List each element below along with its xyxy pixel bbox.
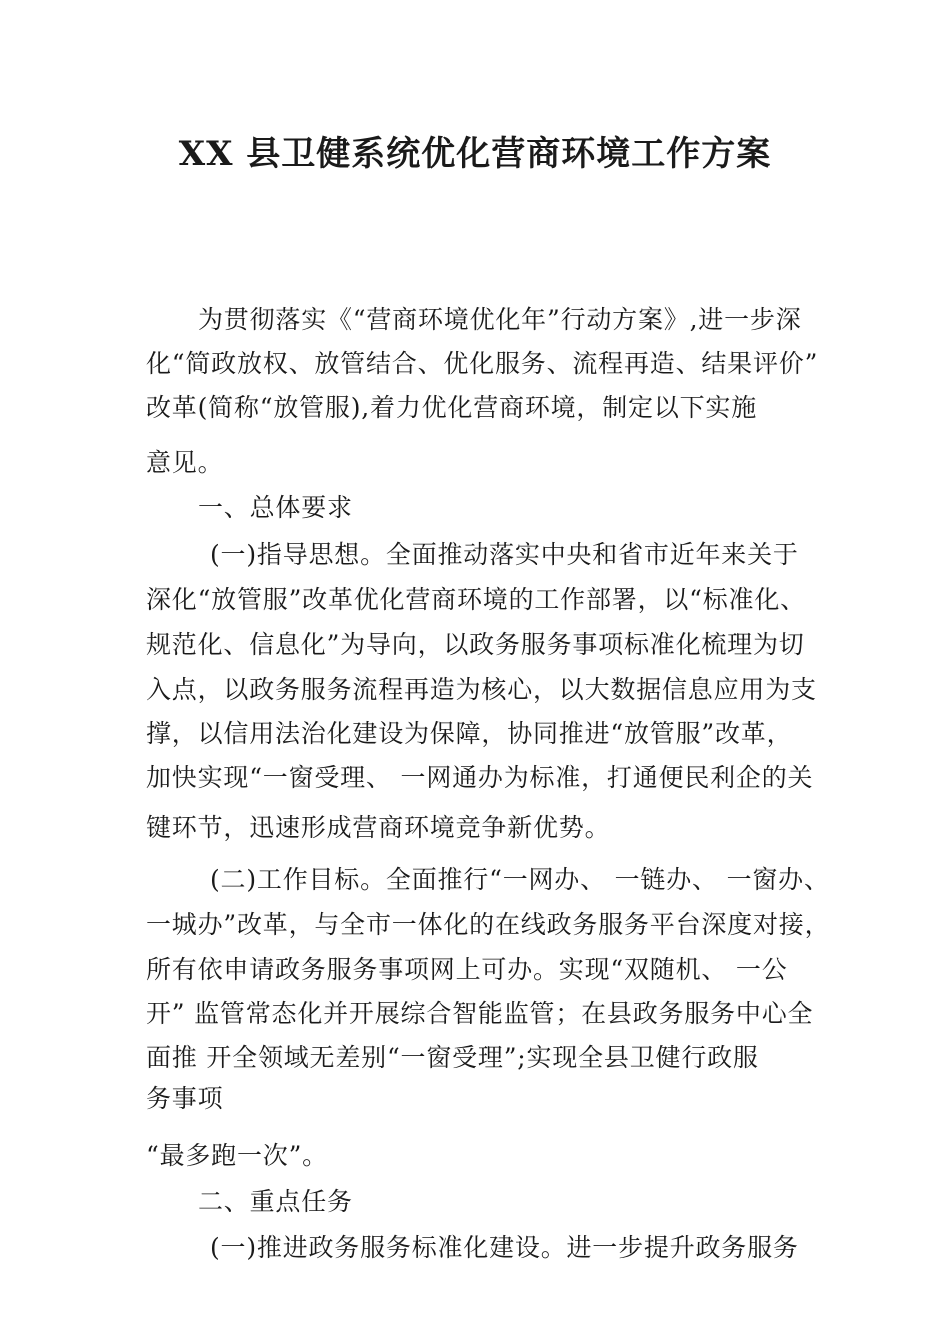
paragraph-line: 意见。 [146, 448, 224, 477]
paragraph-line: 一城办”改革，与全市一体化的在线政务服务平台深度对接， [146, 910, 831, 939]
paragraph-line: 改革(简称“放管服),着力优化营商环境，制定以下实施 [146, 393, 758, 422]
paragraph-line: “最多跑一次”。 [146, 1141, 328, 1170]
section-heading: 一、总体要求 [198, 493, 353, 522]
paragraph-line: 规范化、信息化”为导向，以政务服务事项标准化梳理为切 [146, 630, 805, 659]
paragraph-line: 键环节，迅速形成营商环境竞争新优势。 [146, 813, 611, 842]
paragraph-line: 开” 监管常态化并开展综合智能监管；在县政务服务中心全 [146, 999, 814, 1028]
paragraph-line: 务事项 [146, 1084, 224, 1113]
paragraph-line: (二)工作目标。全面推行“一网办、 一链办、 一窗办、 [210, 865, 830, 894]
section-heading: 二、重点任务 [198, 1187, 353, 1216]
paragraph-line: 入点，以政务服务流程再造为核心，以大数据信息应用为支 [146, 675, 817, 704]
paragraph-line: 撑，以信用法治化建设为保障，协同推进“放管服”改革， [146, 719, 793, 748]
paragraph-line: 化“简政放权、放管结合、优化服务、流程再造、结果评价” [146, 349, 819, 378]
paragraph-line: 所有依申请政务服务事项网上可办。实现“双随机、 一公 [146, 955, 788, 984]
paragraph-line: 为贯彻落实《“营商环境优化年”行动方案》,进一步深 [198, 305, 802, 334]
paragraph-line: 面推 开全领域无差别“一窗受理”;实现全县卫健行政服 [146, 1043, 759, 1072]
document-title: XX 县卫健系统优化营商环境工作方案 [178, 134, 772, 174]
paragraph-line: (一)推进政务服务标准化建设。进一步提升政务服务 [210, 1233, 799, 1262]
paragraph-line: 加快实现“一窗受理、 一网通办为标准，打通便民利企的关 [146, 763, 814, 792]
paragraph-line: 深化“放管服”改革优化营商环境的工作部署，以“标准化、 [146, 585, 806, 614]
paragraph-line: (一)指导思想。全面推动落实中央和省市近年来关于 [210, 540, 799, 569]
